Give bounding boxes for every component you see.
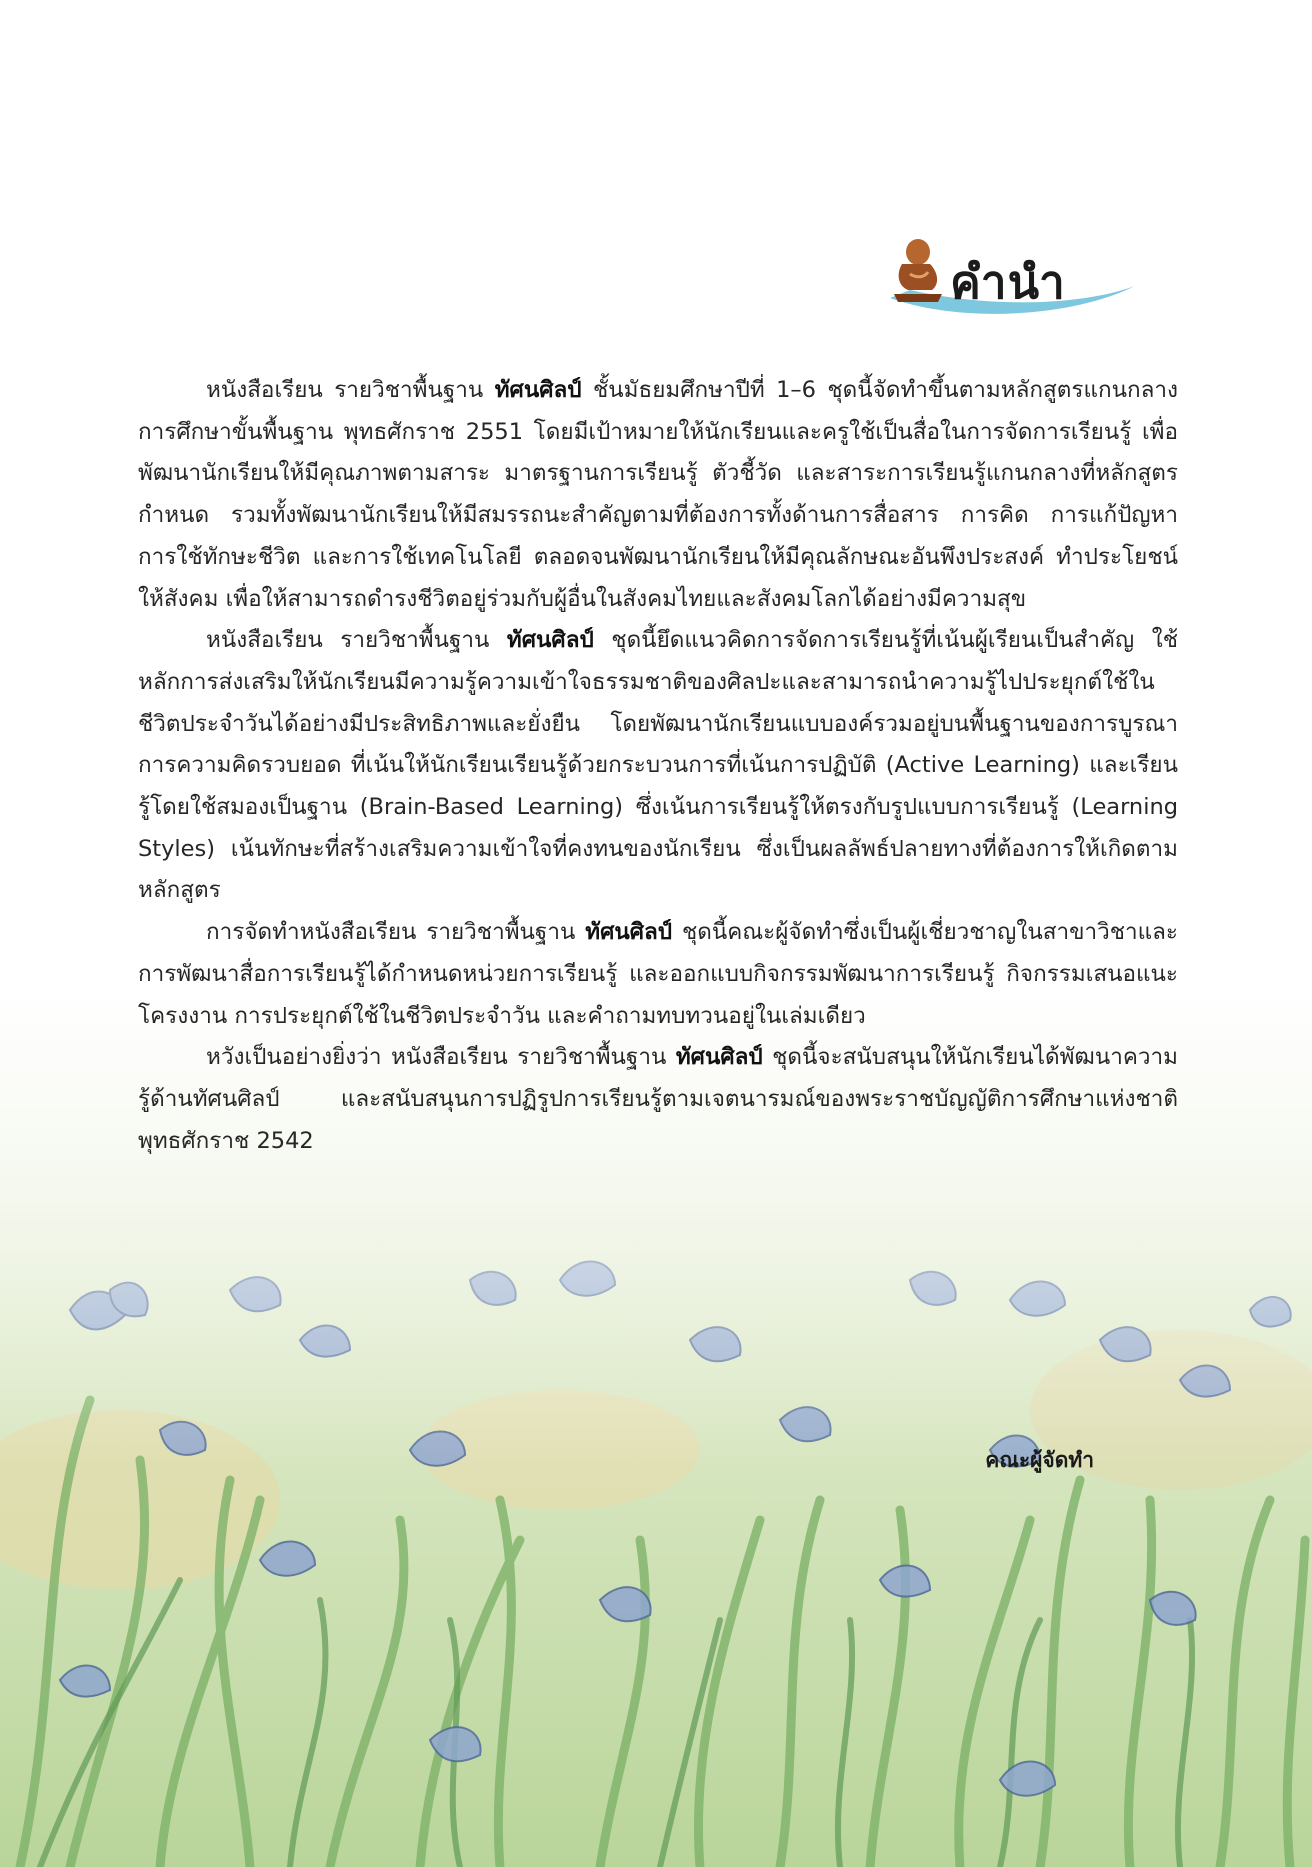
paragraph-2 [138, 620, 1178, 912]
paragraph-text: หนังสือเรียน รายวิชาพื้นฐาน [206, 627, 507, 654]
subject-name: ทัศนศิลป์ [494, 377, 582, 403]
page-title: คำนำ [950, 255, 1066, 309]
subject-name: ทัศนศิลป์ [675, 1044, 763, 1071]
paragraph-3 [138, 912, 1178, 1037]
paragraph-text: ชุดนี้คณะผู้จัดทำซึ่งเป็นผู้เชี่ยวชาญในสาขาวิชาและการพัฒนาสื่อการเรียนรู้ได้กำหนดหน่วยการเรียนรู้ และออกแบบกิจกรรมพัฒนาการเรียนรู้ กิจกรรมเสนอแนะ โครงงาน การประยุกต์ใช้ในชีวิตประจำวัน และคำถามทบทวนอยู่ในเล่มเดียว [138, 919, 1179, 1029]
preface-body [138, 370, 1178, 1162]
paragraph-text: ชุดนี้ยึดแนวคิดการจัดการเรียนรู้ที่เน้นผู้เรียนเป็นสำคัญ ใช้หลักการส่งเสริมให้นักเรียนมีความรู้ความเข้าใจธรรมชาติของศิลปะและสามารถนำความรู้ไปประยุกต์ใช้ในชีวิตประจำวันได้อย่างมีประสิทธิภาพและยั่งยืน โดยพัฒนานักเรียนแบบองค์รวมอยู่บนพื้นฐานของการบูรณาการความคิดรวบยอด ที่เน้นให้นักเรียนเรียนรู้ด้วยกระบวนการที่เน้นการปฏิบัติ (Active Learning) และเรียนรู้โดยใช้สมองเป็นฐาน (Brain-Based Learning) ซึ่งเน้นการเรียนรู้ให้ตรงกับรูปแบบการเรียนรู้ (Learning Styles) เน้นทักษะที่สร้างเสริมความเข้าใจที่คงทนของนักเรียน ซึ่งเป็นผลลัพธ์ปลายทางที่ต้องการให้เกิดตามหลักสูตร [138, 627, 1178, 904]
paragraph-text: การจัดทำหนังสือเรียน รายวิชาพื้นฐาน [206, 919, 586, 946]
paragraph-text: หวังเป็นอย่างยิ่งว่า หนังสือเรียน รายวิชาพื้นฐาน [206, 1044, 676, 1071]
author-signature: คณะผู้จัดทำ [985, 1448, 1094, 1472]
sculpture-icon [888, 234, 948, 304]
paragraph-text: ชั้นมัธยมศึกษาปีที่ 1–6 ชุดนี้จัดทำขึ้นตามหลักสูตรแกนกลางการศึกษาขั้นพื้นฐาน พุทธศักราช 2551 โดยมีเป้าหมายให้นักเรียนและครูใช้เป็นสื่อในการจัดการเรียนรู้ เพื่อพัฒนานักเรียนให้มีคุณภาพตามสาระ มาตรฐานการเรียนรู้ ตัวชี้วัด และสาระการเรียนรู้แกนกลางที่หลักสูตรกำหนด รวมทั้งพัฒนานักเรียนให้มีสมรรถนะสำคัญตามที่ต้องการทั้งด้านการสื่อสาร การคิด การแก้ปัญหา การใช้ทักษะชีวิต และการใช้เทคโนโลยี ตลอดจนพัฒนานักเรียนให้มีคุณลักษณะอันพึงประสงค์ ทำประโยชน์ให้สังคม เพื่อให้สามารถดำรงชีวิตอยู่ร่วมกับผู้อื่นในสังคมไทยและสังคมโลกได้อย่างมีความสุข [138, 377, 1178, 612]
page-heading [880, 228, 1140, 318]
paragraph-text: หนังสือเรียน รายวิชาพื้นฐาน [206, 377, 495, 403]
paragraph-4 [138, 1037, 1178, 1162]
paragraph-1 [138, 370, 1178, 620]
subject-name: ทัศนศิลป์ [585, 919, 673, 946]
paragraph-text: ชุดนี้จะสนับสนุนให้นักเรียนได้พัฒนาความรู้ด้านทัศนศิลป์ และสนับสนุนการปฏิรูปการเรียนรู้ตามเจตนารมณ์ของพระราชบัญญัติการศึกษาแห่งชาติ พุทธศักราช 2542 [138, 1044, 1178, 1154]
subject-name: ทัศนศิลป์ [506, 627, 594, 654]
